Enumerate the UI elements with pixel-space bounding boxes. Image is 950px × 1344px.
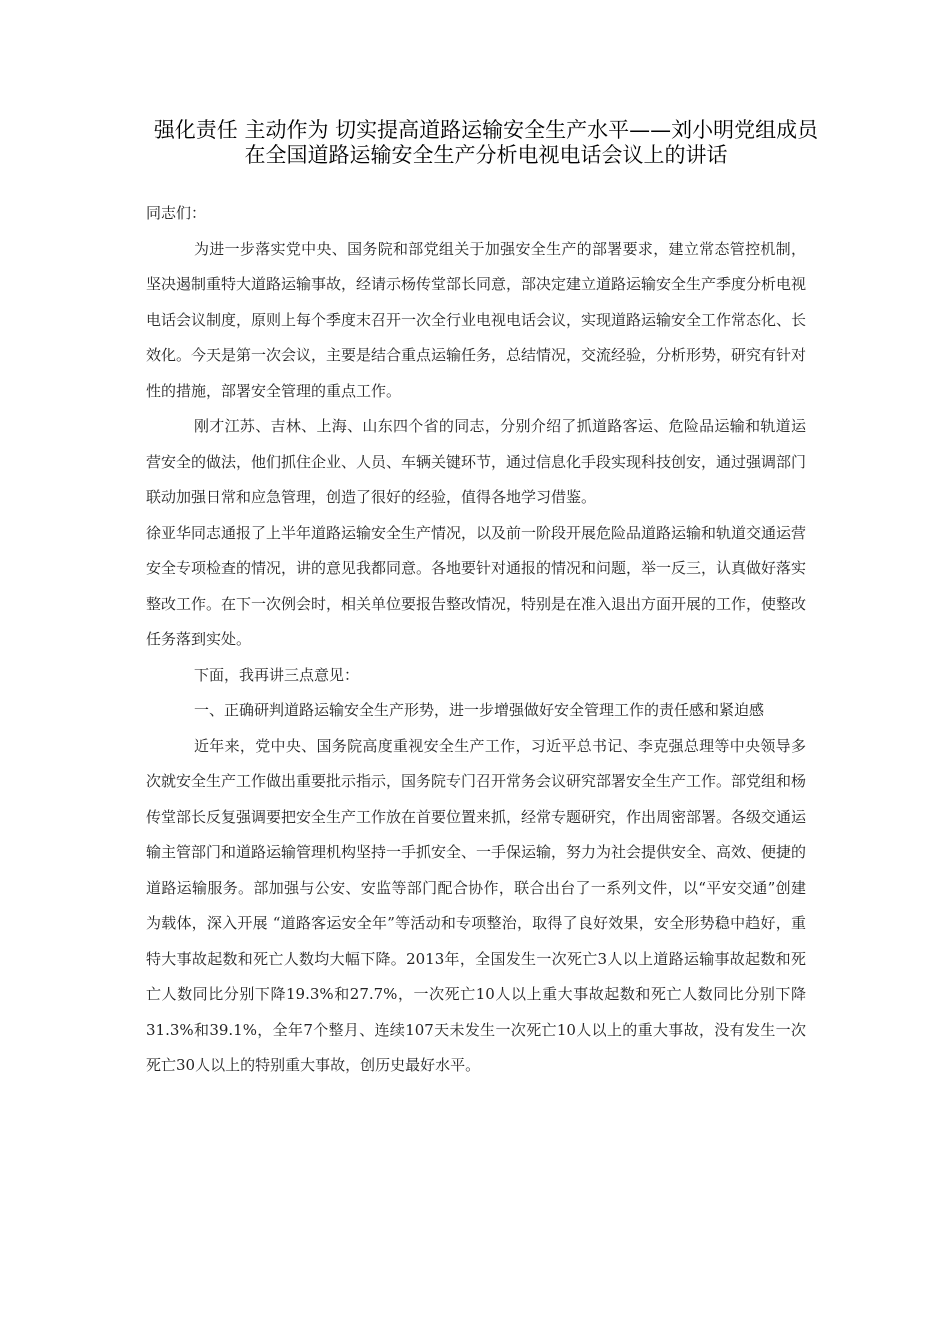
paragraph-situation: 近年来，党中央、国务院高度重视安全生产工作，习近平总书记、李克强总理等中央领导多次就安全生产工作做出重要批示指示，国务院专门召开常务会议研究部署安全生产工作。部党组和杨传堂部长反复强调要把安全生产工作放在首要位置来抓，经常专题研究，作出周密部署。各级交通运输主管部门和道路运输管理机构坚持一手抓安全、一手保运输，努力为社会提供安全、高效、便捷的道路运输服务。部加强与公安、安监等部门配合协作，联合出台了一系列文件，以“平安交通”创建为载体，深入开展 “道路客运安全年”等活动和专项整治，取得了良好效果，安全形势稳中趋好，重特大事故起数和死亡人数均大幅下降。2013年，全国发生一次死亡3人以上道路运输事故起数和死亡人数同比分别下降19.3%和27.7%，一次死亡10人以上重大事故起数和死亡人数同比分别下降31.3%和39.1%，全年7个整月、连续107天未发生一次死亡10人以上的重大事故，没有发生一次死亡30人以上的特别重大事故，创历史最好水平。 — [146, 736, 807, 1074]
paragraph-intro: 为进一步落实党中央、国务院和部党组关于加强安全生产的部署要求，建立常态管控机制，坚决遏制重特大道路运输事故，经请示杨传堂部长同意，部决定建立道路运输安全生产季度分析电视电话会议制度，原则上每个季度末召开一次全行业电视电话会议，实现道路运输安全工作常态化、长效化。今天是第一次会议，主要是结合重点运输任务，总结情况，交流经验，分析形势，研究有针对性的措施，部署安全管理的重点工作。 — [146, 239, 807, 400]
paragraph-report: 徐亚华同志通报了上半年道路运输安全生产情况，以及前一阶段开展危险品道路运输和轨道交通运营安全专项检查的情况，讲的意见我都同意。各地要针对通报的情况和问题，举一反三，认真做好落实整改工作。在下一次例会时，相关单位要报告整改情况，特别是在准入退出方面开展的工作，使整改任务落到实处。 — [146, 523, 807, 648]
paragraph-transition: 下面，我再讲三点意见： — [194, 665, 360, 684]
paragraph-provinces: 刚才江苏、吉林、上海、山东四个省的同志，分别介绍了抓道路客运、危险品运输和轨道运营安全的做法，他们抓住企业、人员、车辆关键环节，通过信息化手段实现科技创安，通过强调部门联动加强日常和应急管理，创造了很好的经验，值得各地学习借鉴。 — [146, 417, 807, 506]
salutation: 同志们： — [146, 204, 207, 222]
section-heading-1: 一、正确研判道路运输安全生产形势，进一步增强做好安全管理工作的责任感和紧迫感 — [194, 701, 765, 719]
document-body — [146, 196, 806, 1084]
document-title: 强化责任 主动作为 切实提高道路运输安全生产水平——刘小明党组成员在全国道路运输安全生产分析电视电话会议上的讲话 — [153, 118, 819, 167]
